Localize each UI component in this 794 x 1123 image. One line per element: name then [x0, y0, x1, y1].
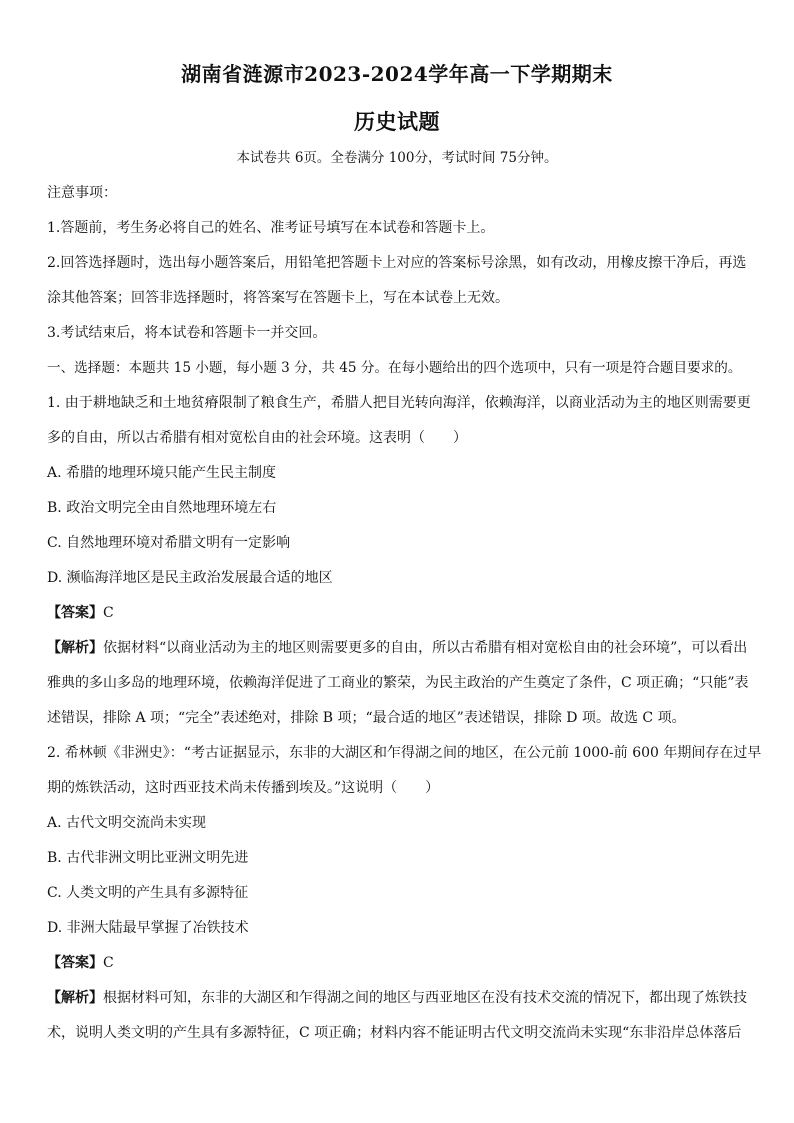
q2-option-a: A. 古代文明交流尚未实现 [47, 815, 207, 831]
notice-item-2-line-2: 涂其他答案；回答非选择题时，将答案写在答题卡上，写在本试卷上无效。 [47, 290, 509, 306]
q1-answer [47, 603, 759, 623]
q2-analysis-line-2: 术，说明人类文明的产生具有多源特征，C 项正确；材料内容不能证明古代文明交流尚未实现“东非沿岸总体落后 [47, 1025, 742, 1041]
q1-analysis-line-1 [47, 638, 759, 658]
q2-analysis-line-1 [47, 988, 759, 1008]
q1-analysis-label: 【解析】 [47, 640, 103, 656]
q1-option-b: B. 政治文明完全由自然地理环境左右 [47, 500, 277, 516]
q1-analysis-text-1: 依据材料“以商业活动为主的地区则需要更多的自由，所以古希腊有相对宽松自由的社会环境”，可以看出 [103, 640, 748, 656]
notice-item-1: 1.答题前，考生务必将自己的姓名、准考证号填写在本试卷和答题卡上。 [47, 220, 495, 236]
q2-answer-label: 【答案】 [47, 955, 103, 971]
notice-item-3: 3.考试结束后，将本试卷和答题卡一并交回。 [47, 325, 327, 341]
q2-option-c: C. 人类文明的产生具有多源特征 [47, 885, 249, 901]
section-heading: 一、选择题：本题共 15 小题，每小题 3 分，共 45 分。在每小题给出的四个选项中，只有一项是符合题目要求的。 [47, 360, 742, 376]
q2-analysis-label: 【解析】 [47, 990, 103, 1006]
q2-answer [47, 953, 759, 973]
page-title: 湖南省涟源市2023-2024学年高一下学期期末 [181, 62, 613, 86]
q2-option-d: D. 非洲大陆最早掌握了冶铁技术 [47, 920, 249, 936]
page-subtitle: 历史试题 [354, 109, 440, 134]
q1-option-c: C. 自然地理环境对希腊文明有一定影响 [47, 535, 291, 551]
q2-stem-line-2: 期的炼铁活动，这时西亚技术尚未传播到埃及。”这说明（ ） [47, 780, 440, 796]
q1-analysis-line-2: 雅典的多山多岛的地理环境，依赖海洋促进了工商业的繁荣，为民主政治的产生奠定了条件，C 项正确；“只能”表 [47, 675, 749, 691]
notice-heading: 注意事项： [47, 185, 117, 201]
exam-info: 本试卷共 6页。全卷满分 100分，考试时间 75分钟。 [236, 150, 558, 166]
q2-answer-value: C [103, 955, 114, 971]
notice-item-2-line-1: 2.回答选择题时，选出每小题答案后，用铅笔把答题卡上对应的答案标号涂黑，如有改动，用橡皮擦干净后，再选 [47, 255, 747, 271]
q1-option-d: D. 濒临海洋地区是民主政治发展最合适的地区 [47, 570, 333, 586]
q2-analysis-text-1: 根据材料可知，东非的大湖区和乍得湖之间的地区与西亚地区在没有技术交流的情况下，都出现了炼铁技 [103, 990, 747, 1006]
q1-analysis-line-3: 述错误，排除 A 项；“完全”表述绝对，排除 B 项；“最合适的地区”表述错误，排除 D 项。故选 C 项。 [47, 710, 686, 726]
q1-answer-label: 【答案】 [47, 605, 103, 621]
q2-option-b: B. 古代非洲文明比亚洲文明先进 [47, 850, 249, 866]
q2-stem-line-1: 2. 希林顿《非洲史》：“考古证据显示，东非的大湖区和乍得湖之间的地区，在公元前 1000-前 600 年期间存在过早 [47, 745, 762, 761]
q1-stem-line-1: 1. 由于耕地缺乏和土地贫瘠限制了粮食生产，希腊人把目光转向海洋，依赖海洋，以商业活动为主的地区则需要更 [47, 395, 751, 411]
q1-answer-value: C [103, 605, 114, 621]
q1-stem-line-2: 多的自由，所以古希腊有相对宽松自由的社会环境。这表明（ ） [47, 430, 467, 446]
q1-option-a: A. 希腊的地理环境只能产生民主制度 [47, 465, 277, 481]
